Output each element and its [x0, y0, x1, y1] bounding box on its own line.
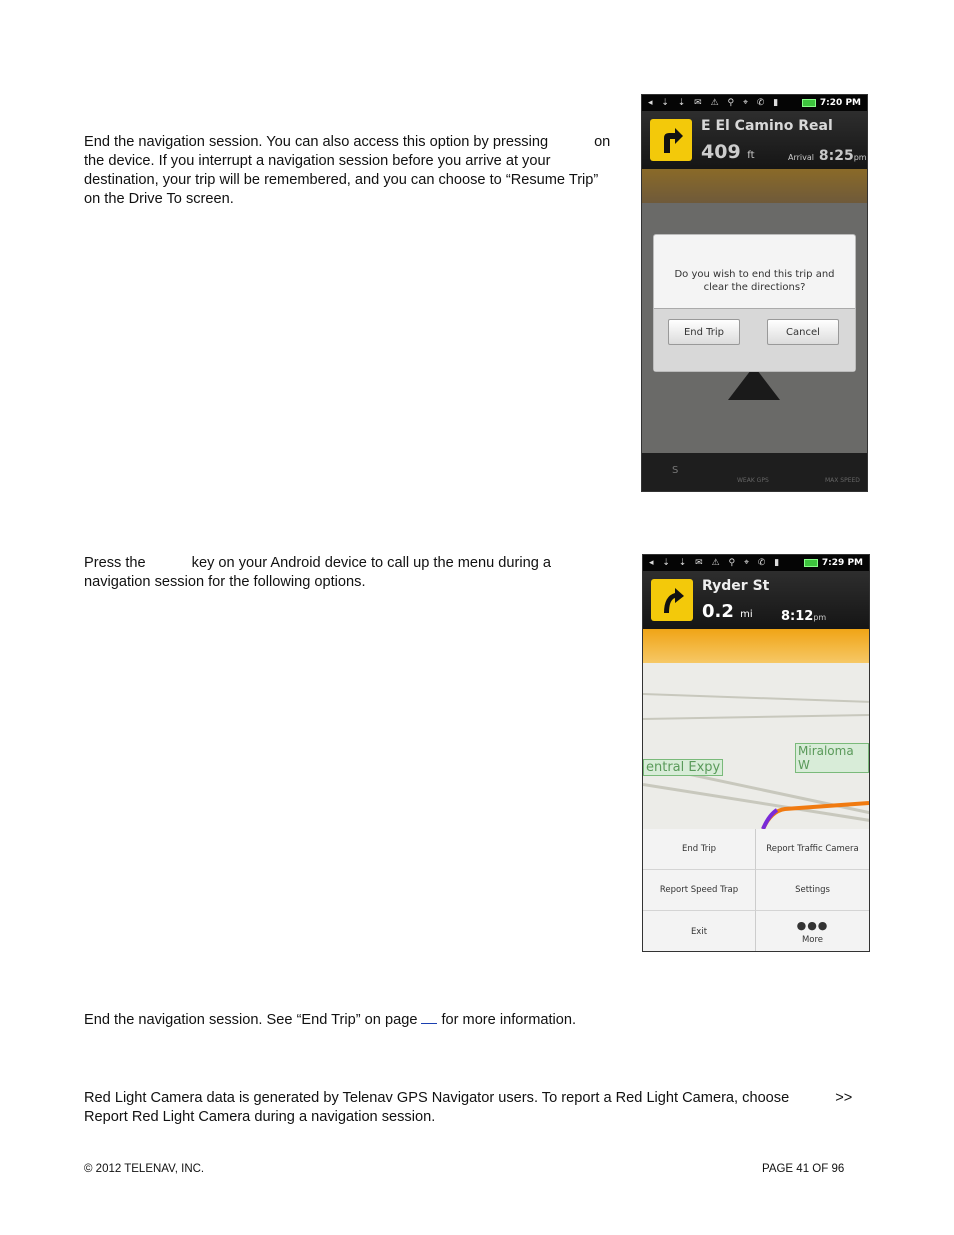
max-speed: MAX SPEED	[825, 477, 860, 484]
arrival-time-value: 8:12	[781, 609, 814, 624]
options-menu	[643, 829, 869, 951]
menu-text-start: Press the	[84, 555, 146, 571]
battery-icon	[804, 559, 818, 567]
end-trip-description	[84, 133, 624, 209]
arrival-time	[788, 148, 867, 164]
menu-description	[84, 554, 584, 592]
arrival-ampm: pm	[853, 153, 867, 162]
status-icons: ◂ ⇣ ⇣ ✉ ⚠ ⚲ ⌖ ✆ ▮	[648, 98, 782, 108]
status-bar	[643, 555, 869, 571]
more-dots-icon: ●●●	[796, 918, 829, 932]
street-name: Ryder St	[702, 578, 770, 594]
end-trip-text-rest: the device. If you interrupt a navigation session before you arrive at your destination, your trip will be remembered, and you can choose to “Resume Trip” on the Drive To screen.	[84, 153, 599, 207]
footer-page-number: PAGE 41 OF 96	[762, 1163, 845, 1175]
end-trip-menu-text-end: for more information.	[441, 1012, 577, 1028]
map-road	[643, 714, 869, 720]
red-light-text-line1: Red Light Camera data is generated by Telenav GPS Navigator users. To report a Red Light Camera, choose	[84, 1090, 790, 1106]
red-light-text-arrows: >>	[835, 1090, 853, 1106]
distance-value: 0.2	[702, 601, 734, 622]
end-trip-dialog	[653, 234, 856, 372]
bottom-info-bar	[642, 453, 867, 491]
navigation-menu-screenshot	[642, 554, 870, 952]
menu-more-label: More	[801, 934, 824, 945]
turn-right-icon	[650, 119, 692, 161]
status-icons: ◂ ⇣ ⇣ ✉ ⚠ ⚲ ⌖ ✆ ▮	[649, 558, 783, 568]
map-road	[643, 693, 869, 703]
end-trip-text-line1: End the navigation session. You can also access this option by pressing	[84, 134, 549, 150]
map-label-miraloma: Miraloma W	[795, 743, 869, 773]
status-clock: 7:20 PM	[819, 98, 861, 108]
end-trip-menu-description	[84, 1011, 684, 1030]
arrival-time-value: 8:25	[818, 148, 854, 164]
dialog-message: Do you wish to end this trip and clear the directions?	[674, 269, 835, 293]
street-name: E El Camino Real	[701, 118, 833, 134]
red-light-camera-description	[84, 1089, 874, 1127]
distance-unit: mi	[740, 609, 753, 620]
menu-text-rest: key on your Android device to call up the menu during a navigation session for the following options.	[84, 555, 552, 590]
navigation-header	[642, 111, 867, 169]
menu-settings[interactable]: Settings	[756, 870, 869, 911]
end-trip-dialog-screenshot	[641, 94, 868, 492]
distance-unit: ft	[747, 150, 755, 161]
cancel-button[interactable]: Cancel	[767, 319, 839, 345]
gps-strength: WEAK GPS	[737, 477, 769, 484]
menu-report-traffic-camera[interactable]: Report Traffic Camera	[756, 829, 869, 870]
end-trip-text-on: on	[594, 134, 611, 150]
dialog-button-bar	[654, 308, 855, 371]
distance-to-turn	[701, 141, 755, 163]
progress-strip	[642, 169, 867, 203]
menu-report-speed-trap[interactable]: Report Speed Trap	[643, 870, 756, 911]
end-trip-button[interactable]: End Trip	[668, 319, 740, 345]
navigation-header	[643, 571, 869, 629]
menu-exit[interactable]: Exit	[643, 911, 756, 952]
battery-icon	[802, 99, 816, 107]
arrival-ampm: pm	[813, 613, 827, 622]
page-reference-link[interactable]	[421, 1011, 437, 1024]
map-label-central-expy: entral Expy	[643, 759, 723, 776]
footer-copyright: © 2012 TELENAV, INC.	[84, 1163, 205, 1175]
arrival-label: Arrival	[788, 153, 814, 162]
end-trip-menu-text-start: End the navigation session. See “End Trip” on page	[84, 1012, 418, 1028]
status-bar	[642, 95, 867, 111]
progress-strip	[643, 629, 869, 663]
map-view	[643, 663, 869, 829]
menu-end-trip[interactable]: End Trip	[643, 829, 756, 870]
arrival-time	[781, 609, 826, 624]
route-line	[761, 791, 869, 829]
status-clock: 7:29 PM	[821, 558, 863, 568]
distance-to-turn	[702, 601, 753, 622]
red-light-text-line2: Report Red Light Camera during a navigation session.	[84, 1109, 436, 1125]
compass-heading: S	[672, 465, 679, 476]
turn-right-icon	[651, 579, 693, 621]
menu-more[interactable]	[756, 911, 869, 952]
distance-value: 409	[701, 141, 741, 163]
